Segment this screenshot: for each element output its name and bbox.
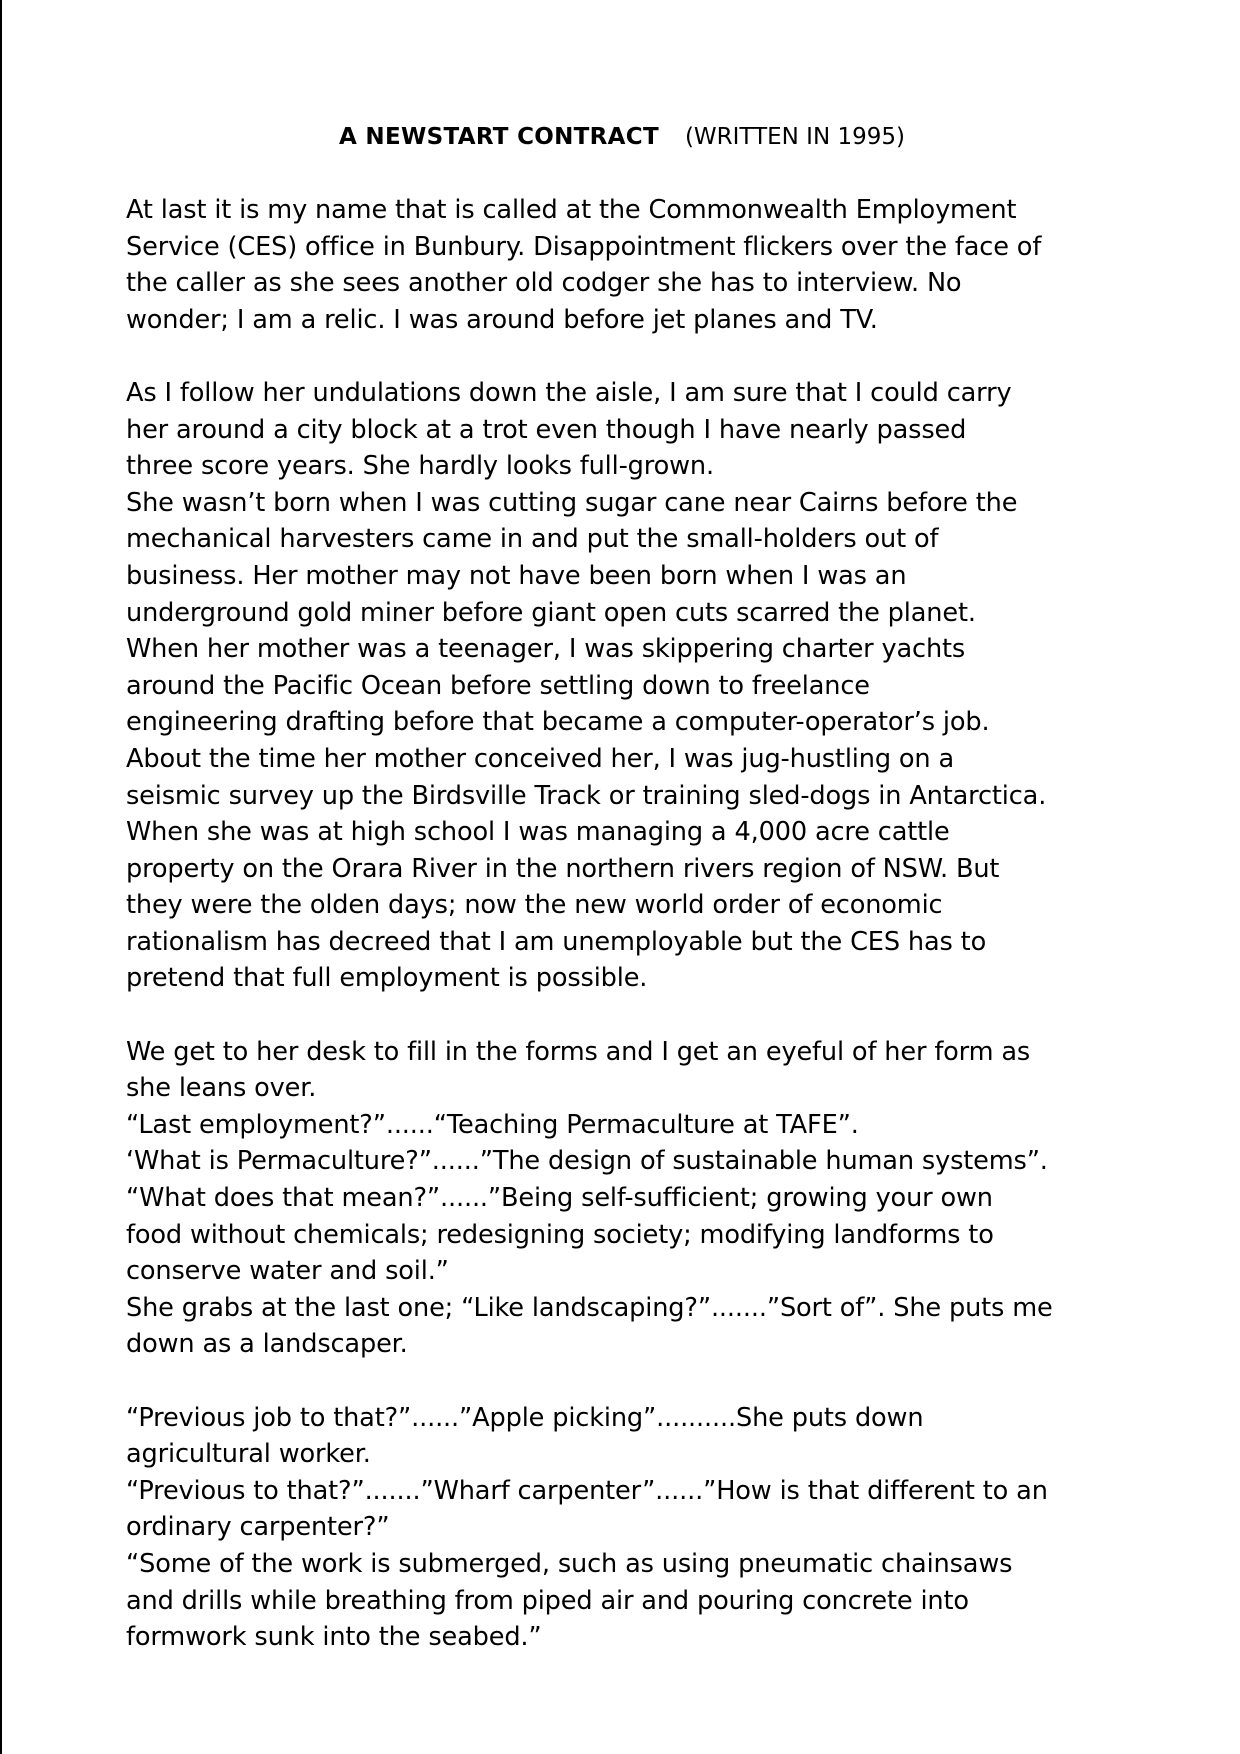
text-line: formwork sunk into the seabed.” <box>126 1622 542 1653</box>
text-line: mechanical harvesters came in and put the small-holders out of <box>126 524 939 555</box>
text-line: engineering drafting before that became a computer-operator’s job. <box>126 707 990 738</box>
text-line: business. Her mother may not have been born when I was an <box>126 560 907 591</box>
paragraph-gap <box>126 1363 1126 1400</box>
text-line: her around a city block at a trot even though I have nearly passed <box>126 414 967 445</box>
paragraph-background <box>126 375 1126 997</box>
text-line: underground gold miner before giant open cuts scarred the planet. <box>126 597 976 628</box>
text-line: As I follow her undulations down the aisle, I am sure that I could carry <box>126 377 1012 408</box>
title-subtitle: (WRITTEN IN 1995) <box>684 124 905 150</box>
paragraph-intro <box>126 192 1126 338</box>
text-line: three score years. She hardly looks full-grown. <box>126 451 714 482</box>
paragraph-previous-jobs <box>126 1400 1126 1656</box>
document-body <box>126 192 1126 1656</box>
text-line: the caller as she sees another old codger she has to interview. No <box>126 268 962 299</box>
text-line: When her mother was a teenager, I was skippering charter yachts <box>126 634 966 665</box>
text-line: food without chemicals; redesigning society; modifying landforms to <box>126 1219 994 1250</box>
text-line: “Some of the work is submerged, such as using pneumatic chainsaws <box>126 1548 1013 1579</box>
text-line: wonder; I am a relic. I was around before jet planes and TV. <box>126 304 878 335</box>
text-line: About the time her mother conceived her, I was jug-hustling on a <box>126 743 955 774</box>
text-line: she leans over. <box>126 1073 317 1104</box>
text-line: they were the olden days; now the new world order of economic <box>126 890 943 921</box>
paragraph-gap <box>126 338 1126 375</box>
text-line: “Previous job to that?”......”Apple picking”..........She puts down <box>126 1402 924 1433</box>
text-line: ordinary carpenter?” <box>126 1512 390 1543</box>
text-line: When she was at high school I was managing a 4,000 acre cattle <box>126 817 950 848</box>
text-line: rationalism has decreed that I am unemployable but the CES has to <box>126 926 987 957</box>
text-line: She grabs at the last one; “Like landscaping?”.......”Sort of”. She puts me <box>126 1292 1053 1323</box>
text-line: pretend that full employment is possible. <box>126 963 648 994</box>
text-line: “What does that mean?”......”Being self-sufficient; growing your own <box>126 1183 993 1214</box>
text-line: and drills while breathing from piped air and pouring concrete into <box>126 1585 969 1616</box>
text-line: “Last employment?”......“Teaching Permaculture at TAFE”. <box>126 1109 859 1140</box>
text-line: conserve water and soil.” <box>126 1256 449 1287</box>
text-line: She wasn’t born when I was cutting sugar cane near Cairns before the <box>126 487 1018 518</box>
document-title <box>2 122 1240 152</box>
text-line: We get to her desk to fill in the forms and I get an eyeful of her form as <box>126 1036 1031 1067</box>
text-line: “Previous to that?”.......”Wharf carpenter”......”How is that different to an <box>126 1475 1048 1506</box>
text-line: Service (CES) office in Bunbury. Disappointment flickers over the face of <box>126 231 1042 262</box>
text-line: ‘What is Permaculture?”......”The design of sustainable human systems”. <box>126 1146 1048 1177</box>
text-line: down as a landscaper. <box>126 1329 408 1360</box>
text-line: At last it is my name that is called at the Commonwealth Employment <box>126 195 1017 225</box>
title-main: A NEWSTART CONTRACT <box>339 124 659 150</box>
text-line: around the Pacific Ocean before settling down to freelance <box>126 670 870 701</box>
paragraph-gap <box>126 997 1126 1034</box>
text-line: seismic survey up the Birdsville Track or training sled-dogs in Antarctica. <box>126 780 1047 811</box>
text-line: property on the Orara River in the northern rivers region of NSW. But <box>126 853 1000 884</box>
text-line: agricultural worker. <box>126 1439 371 1470</box>
paragraph-interview <box>126 1034 1126 1363</box>
